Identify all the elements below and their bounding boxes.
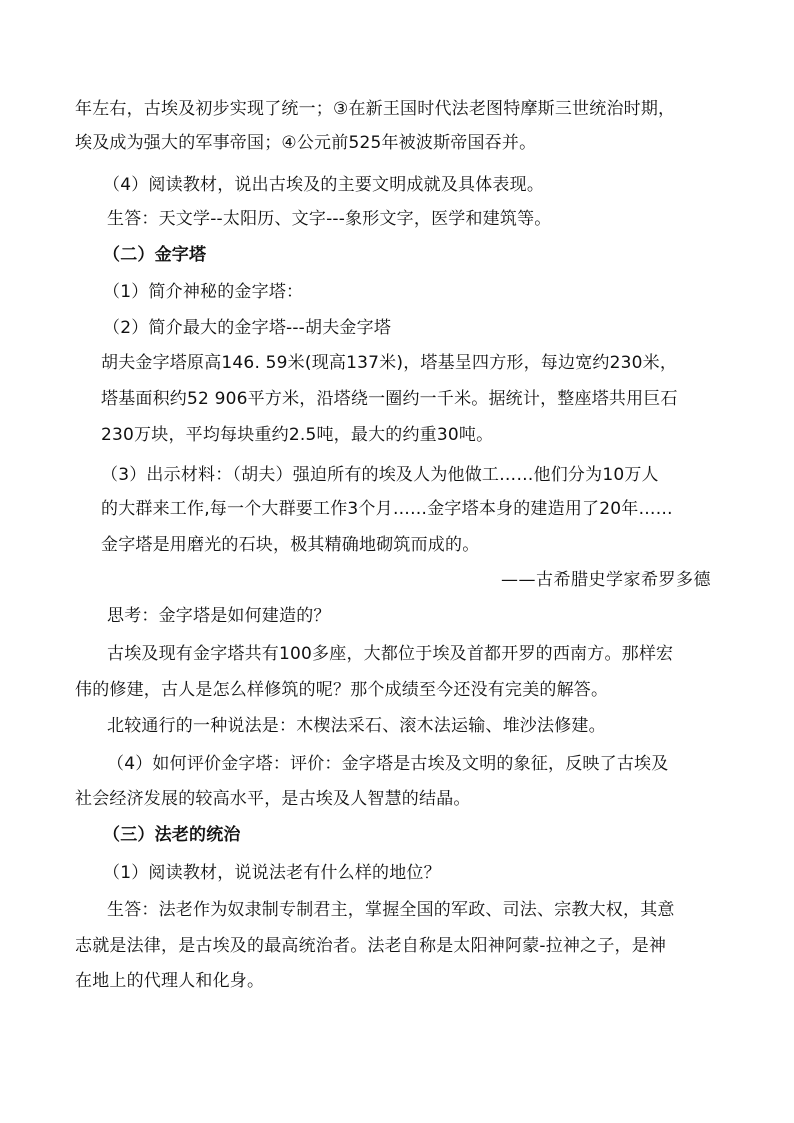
paragraph-line: 胡夫金字塔原高146. 59米(现高137米)，塔基呈四方形，每边宽约230米， [101,353,678,373]
paragraph-line: （3）出示材料：（胡夫）强迫所有的埃及人为他做工……他们分为10万人 [101,465,659,485]
question-line: （1）阅读教材，说说法老有什么样的地位？ [103,863,441,883]
paragraph-line: 金字塔是用磨光的石块，极其精确地砌筑而成的。 [101,535,480,555]
question-line: （4）如何评价金字塔：评价：金字塔是古埃及文明的象征，反映了古埃及 [107,754,669,774]
question-line: （4）阅读教材，说出古埃及的主要文明成就及具体表现。 [103,175,545,195]
section-heading: （三）法老的统治 [103,825,241,845]
paragraph-line: 埃及成为强大的军事帝国；④公元前525年被波斯帝国吞并。 [75,133,537,153]
paragraph-line: 古埃及现有金字塔共有100多座，大都位于埃及首都开罗的西南方。那样宏 [107,644,674,664]
source-attribution: ——古希腊史学家希罗多德 [501,570,711,590]
question-line: （2）简介最大的金字塔---胡夫金字塔 [103,318,392,338]
section-heading: （二）金字塔 [103,245,207,265]
answer-line: 生答：天文学--太阳历、文字---象形文字，医学和建筑等。 [107,209,552,229]
paragraph-line: 志就是法律，是古埃及的最高统治者。法老自称是太阳神阿蒙-拉神之子，是神 [75,936,667,956]
paragraph-line: 伟的修建，古人是怎么样修筑的呢？那个成绩至今还没有完美的解答。 [75,680,609,700]
paragraph-line: 的大群来工作,每一个大群要工作3个月……金字塔本身的建造用了20年…… [101,499,673,519]
paragraph-line: 北较通行的一种说法是：木楔法采石、滚木法运输、堆沙法修建。 [107,716,606,736]
question-line: （1）简介神秘的金字塔： [103,282,304,302]
paragraph-line: 在地上的代理人和化身。 [75,971,265,991]
paragraph-line: 社会经济发展的较高水平，是古埃及人智慧的结晶。 [75,789,471,809]
paragraph-line: 230万块，平均每块重约2.5吨，最大的约重30吨。 [101,425,494,445]
answer-line: 生答：法老作为奴隶制专制君主，掌握全国的军政、司法、宗教大权，其意 [107,900,675,920]
paragraph-line: 年左右，古埃及初步实现了统一；③在新王国时代法老图特摩斯三世统治时期， [75,99,676,119]
question-line: 思考：金字塔是如何建造的？ [107,606,331,626]
paragraph-line: 塔基面积约52 906平方米，沿塔绕一圈约一千米。据统计，整座塔共用巨石 [101,389,678,409]
